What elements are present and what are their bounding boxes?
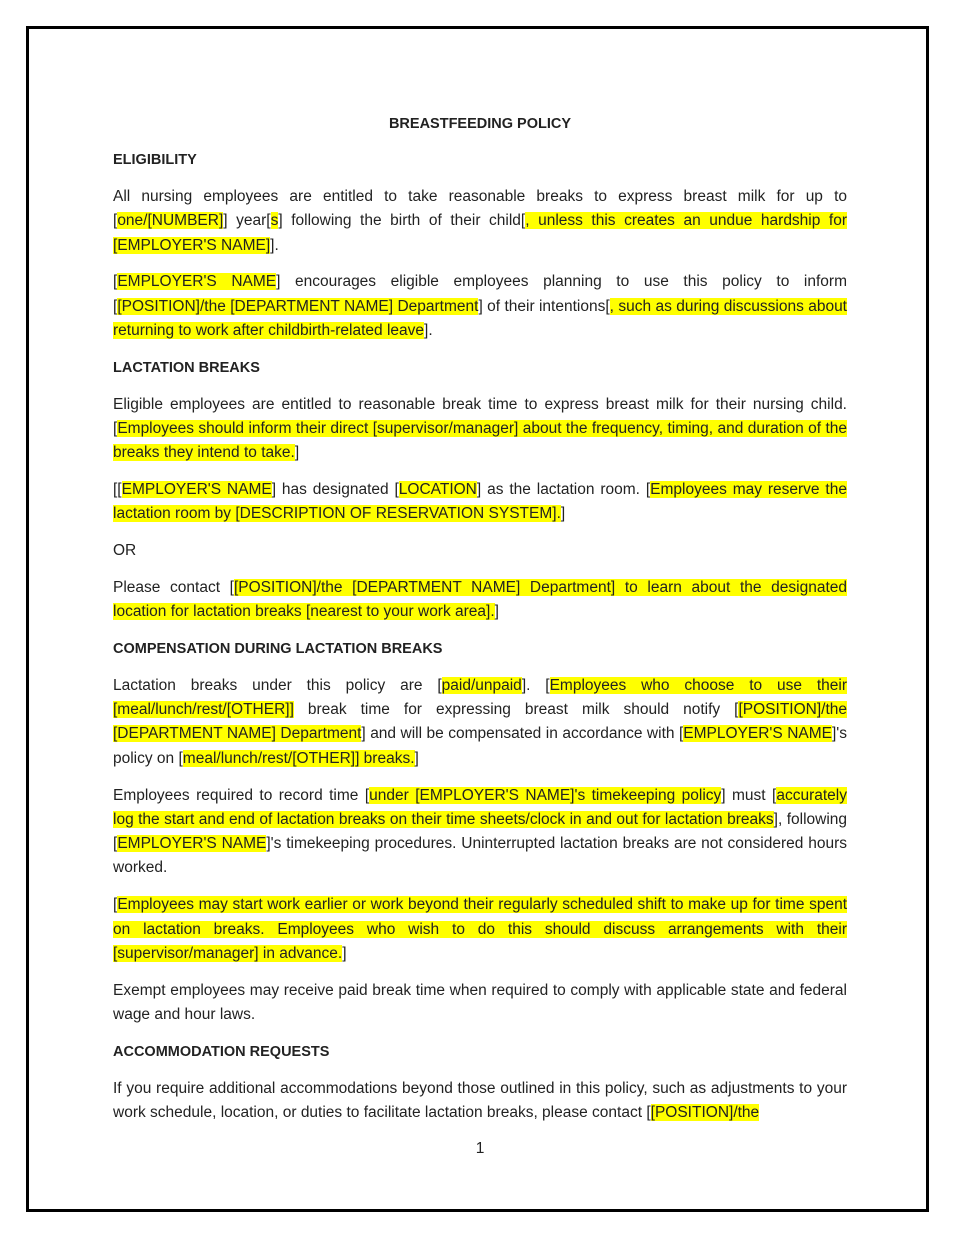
highlighted-placeholder: paid/unpaid	[441, 676, 522, 694]
page-number: 1	[475, 1140, 485, 1157]
document-page	[113, 112, 847, 1138]
section-heading: LACTATION BREAKS	[113, 359, 260, 376]
highlighted-placeholder: Employees who choose to use their [meal/lunch/rest/[OTHER]]	[113, 676, 848, 719]
highlighted-placeholder: LOCATION	[398, 481, 477, 499]
highlighted-placeholder: one/[NUMBER]	[117, 212, 224, 230]
highlighted-placeholder: [POSITION]/the [DEPARTMENT NAME] Department] to learn about the designated location for lactation breaks [nearest to your work area].	[113, 578, 847, 621]
paragraph: Eligible employees are entitled to reasonable break time to express breast milk for their nursing child. [Employees should inform their direct [supervisor/manager] about the frequency, timing, and duration of the breaks they intend to take.]	[113, 395, 847, 462]
paragraph: [[EMPLOYER'S NAME] has designated [LOCATION] as the lactation room. [Employees may reserve the lactation room by [DESCRIPTION OF RESERVATION SYSTEM].]	[113, 481, 847, 523]
highlighted-placeholder: , such as during discussions about returning to work after childbirth-related leave	[113, 297, 847, 340]
paragraph: Please contact [[POSITION]/the [DEPARTMENT NAME] Department] to learn about the designated location for lactation breaks [nearest to your work area].]	[113, 578, 847, 621]
paragraph: Employees required to record time [under [EMPLOYER'S NAME]'s timekeeping policy] must [accurately log the start and end of lactation breaks on their time sheets/clock in and out for lactation breaks], following [EMPLOYER'S NAME]'s timekeeping procedures. Uninterrupted lactation breaks are not considered hours worked.	[113, 786, 848, 877]
highlighted-placeholder: under [EMPLOYER'S NAME]'s timekeeping policy	[369, 786, 722, 804]
document-body	[113, 148, 847, 1125]
highlighted-placeholder: Employees may start work earlier or work beyond their regularly scheduled shift to make up for time spent on lactation breaks. Employees who wish to do this should discuss arrangements with their [supervisor/manager] in advance.	[113, 896, 847, 962]
section-heading: ELIGIBILITY	[113, 152, 197, 169]
highlighted-placeholder: EMPLOYER'S NAME	[117, 835, 267, 853]
section-heading: COMPENSATION DURING LACTATION BREAKS	[113, 641, 443, 658]
highlighted-placeholder: Employees should inform their direct [supervisor/manager] about the frequency, timing, and duration of the breaks they intend to take.	[113, 419, 847, 462]
highlighted-placeholder: accurately log the start and end of lactation breaks on their time sheets/clock in and out for lactation breaks	[113, 786, 847, 828]
highlighted-placeholder: meal/lunch/rest/[OTHER]] breaks.	[182, 749, 415, 767]
paragraph: All nursing employees are entitled to take reasonable breaks to express breast milk for up to [one/[NUMBER]] year[s] following the birth of their child[, unless this creates an undue hardship for [EMPLOYER'S NAME]].	[113, 188, 848, 254]
highlighted-placeholder: EMPLOYER'S NAME	[683, 725, 832, 743]
highlighted-placeholder: , unless this creates an undue hardship for [EMPLOYER'S NAME]	[113, 212, 848, 254]
highlighted-placeholder: [POSITION]/the [DEPARTMENT NAME] Department	[117, 297, 479, 315]
paragraph: Exempt employees may receive paid break time when required to comply with applicable state and federal wage and hour laws.	[113, 981, 847, 1023]
highlighted-placeholder: s	[270, 212, 279, 230]
paragraph: If you require additional accommodations beyond those outlined in this policy, such as adjustments to your work schedule, location, or duties to facilitate lactation breaks, please contact [[POSITION]/the	[113, 1079, 847, 1121]
paragraph: Lactation breaks under this policy are [paid/unpaid]. [Employees who choose to use their [meal/lunch/rest/[OTHER]] break time for expressing breast milk should notify [[POSITION]/the [DEPARTMENT NAME] Department] and will be compensated in accordance with [EMPLOYER'S NAME]'s policy on [meal/lunch/rest/[OTHER]] breaks.]	[113, 676, 848, 767]
highlighted-placeholder: EMPLOYER'S NAME	[121, 481, 272, 499]
highlighted-placeholder: Employees may reserve the lactation room by [DESCRIPTION OF RESERVATION SYSTEM].	[113, 481, 847, 523]
paragraph: OR	[113, 542, 137, 560]
highlighted-placeholder: [POSITION]/the [DEPARTMENT NAME] Department	[113, 701, 847, 743]
paragraph: [EMPLOYER'S NAME] encourages eligible employees planning to use this policy to inform [[POSITION]/the [DEPARTMENT NAME] Department] of their intentions[, such as during discussions about returning to work after childbirth-related leave].	[113, 273, 847, 340]
paragraph: [Employees may start work earlier or work beyond their regularly scheduled shift to make up for time spent on lactation breaks. Employees who wish to do this should discuss arrangements with their [supervisor/manager] in advance.]	[113, 896, 847, 962]
section-heading: ACCOMMODATION REQUESTS	[113, 1043, 330, 1060]
highlighted-placeholder: EMPLOYER'S NAME	[117, 273, 277, 291]
highlighted-placeholder: [POSITION]/the	[650, 1103, 760, 1121]
document-title: BREASTFEEDING POLICY	[388, 116, 572, 132]
